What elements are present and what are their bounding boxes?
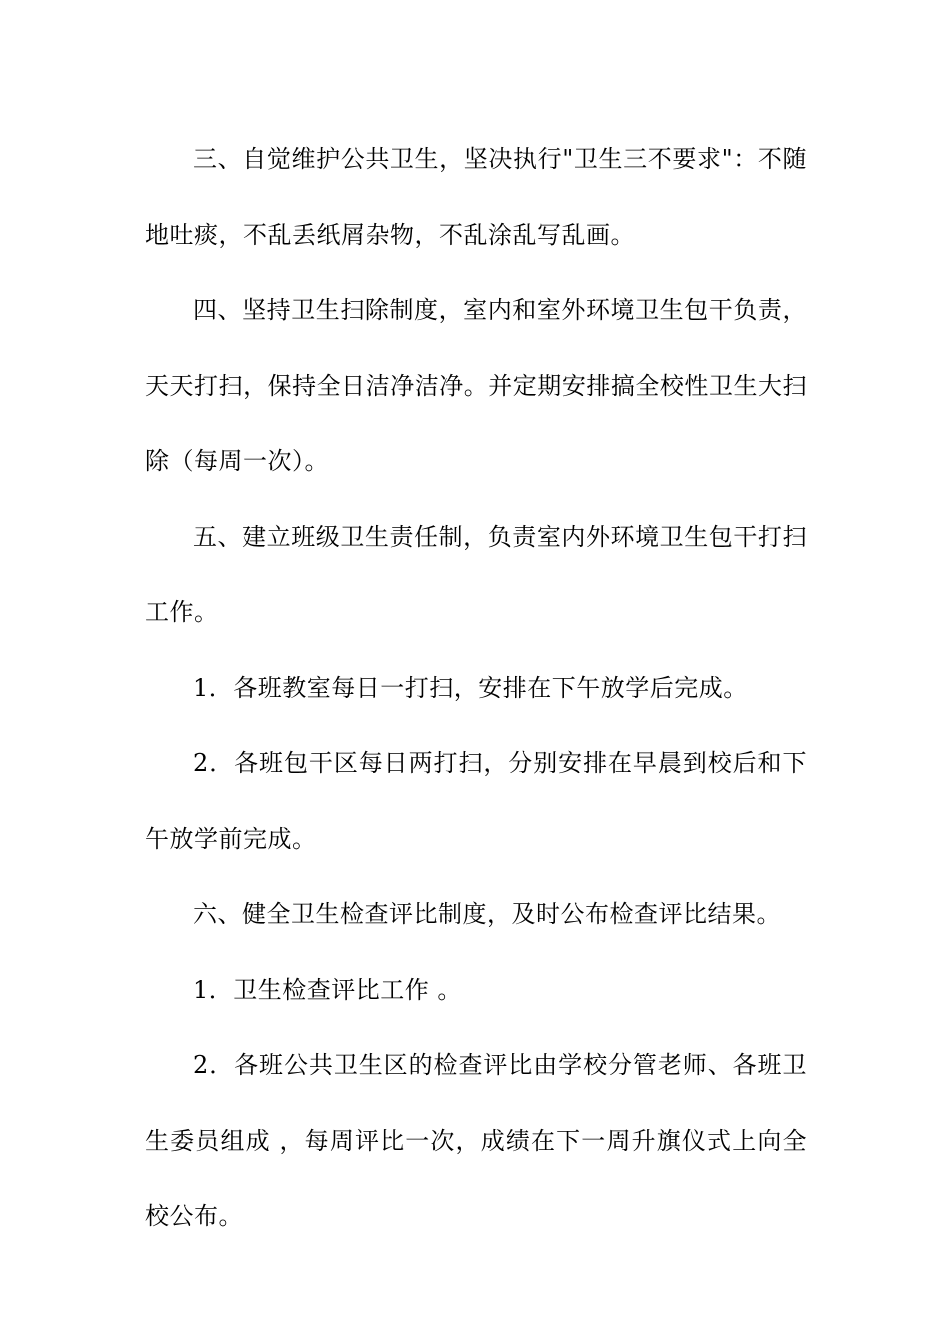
paragraph-rule-5-item-1: 1．各班教室每日一打扫，安排在下午放学后完成。 bbox=[193, 673, 748, 702]
paragraph-rule-5: 五、建立班级卫生责任制，负责室内外环境卫生包干打扫工作。 bbox=[145, 522, 807, 626]
paragraph-rule-6-item-2: 2．各班公共卫生区的检查评比由学校分管老师、各班卫生委员组成 ，每周评比一次，成绩在下一周升旗仪式上向全校公布。 bbox=[145, 1051, 807, 1230]
paragraph-rule-5-item-2: 2．各班包干区每日两打扫，分别安排在早晨到校后和下午放学前完成。 bbox=[145, 749, 807, 853]
paragraph-rule-4: 四、坚持卫生扫除制度，室内和室外环境卫生包干负责，天天打扫，保持全日洁净洁净。并定期安排搞全校性卫生大扫除（每周一次）。 bbox=[145, 296, 807, 475]
paragraph-rule-6-item-1: 1．卫生检查评比工作 。 bbox=[193, 975, 462, 1004]
document-body bbox=[145, 122, 807, 1255]
paragraph-rule-3: 三、自觉维护公共卫生，坚决执行"卫生三不要求"：不随地吐痰，不乱丢纸屑杂物，不乱涂乱写乱画。 bbox=[145, 145, 807, 249]
paragraph-rule-6: 六、健全卫生检查评比制度，及时公布检查评比结果。 bbox=[193, 900, 781, 928]
